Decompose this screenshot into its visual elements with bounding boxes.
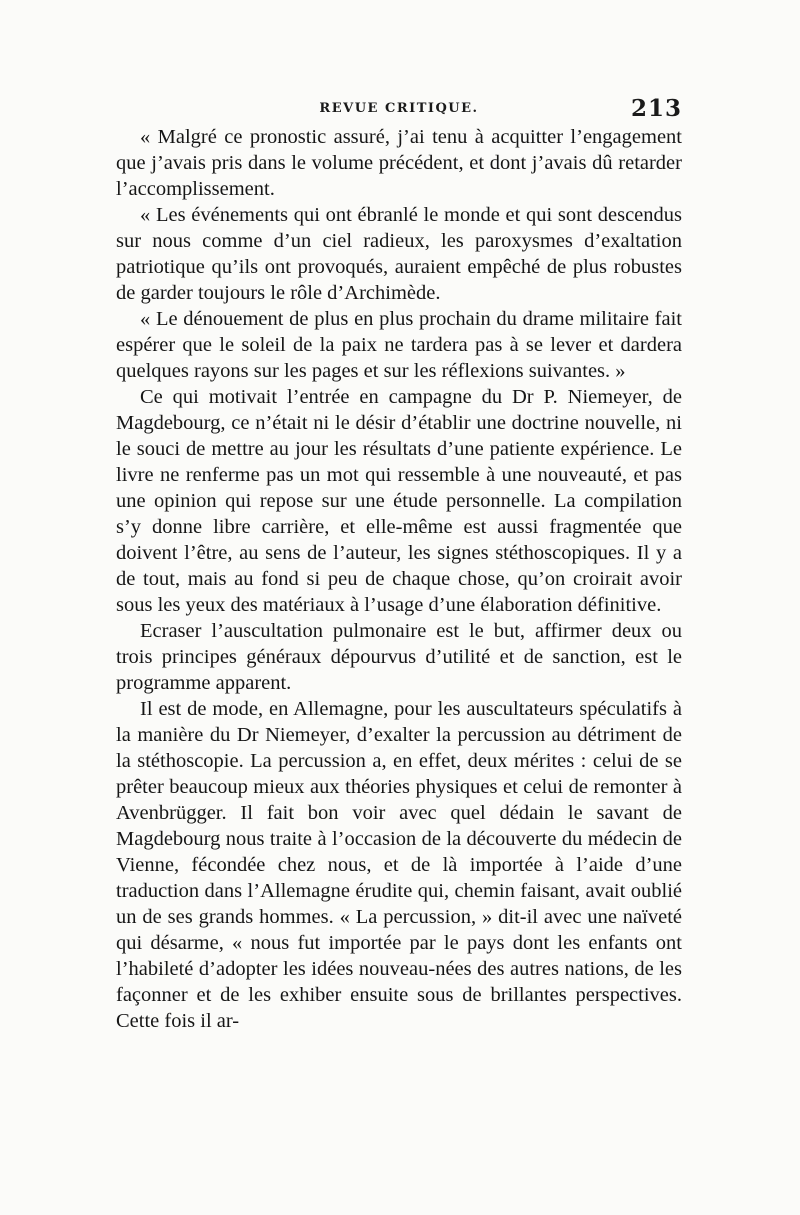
paragraph-quote-pronostic: « Malgré ce pronostic assuré, j’ai tenu à acquitter l’engagement que j’avais pris dans le volume précédent, et dont j’avais dû retarder l’accomplissement.	[116, 126, 682, 200]
page-number: 213	[630, 95, 682, 122]
running-head	[116, 95, 682, 123]
running-title: REVUE CRITIQUE.	[319, 101, 479, 116]
paragraph-niemeyer-campagne: Ce qui motivait l’entrée en campagne du Dr P. Niemeyer, de Magdebourg, ce n’était ni le désir d’établir une doctrine nouvelle, ni le souci de mettre au jour les résultats d’une patiente expérience. Le livre ne renferme pas un mot qui ressemble à une nouveauté, et pas une opinion qui repose sur une étude personnelle. La compilation s’y donne libre carrière, et elle-même est aussi fragmentée que doivent l’être, au sens de l’auteur, les signes stéthoscopiques. Il y a de tout, mais au fond si peu de chaque chose, qu’on croirait avoir sous les yeux des matériaux à l’usage d’une élaboration définitive.	[116, 386, 682, 616]
paragraph-ecraser-auscultation: Ecraser l’auscultation pulmonaire est le but, affirmer deux ou trois principes généraux dépourvus d’utilité et de sanction, est le programme apparent.	[116, 620, 682, 694]
paragraph-quote-evenements: « Les événements qui ont ébranlé le monde et qui sont descendus sur nous comme d’un ciel radieux, les paroxysmes d’exaltation patriotique qu’ils ont provoqués, auraient empêché de plus robustes de garder toujours le rôle d’Archimède.	[116, 204, 682, 304]
paragraph-quote-denouement: « Le dénouement de plus en plus prochain du drame militaire fait espérer que le soleil de la paix ne tardera pas à se lever et dardera quelques rayons sur les pages et sur les réflexions suivantes. »	[116, 308, 682, 382]
body-text	[116, 124, 682, 1034]
paragraph-percussion: Il est de mode, en Allemagne, pour les auscultateurs spéculatifs à la manière du Dr Niemeyer, d’exalter la percussion au détriment de la stéthoscopie. La percussion a, en effet, deux mérites : celui de se prêter beaucoup mieux aux théories physiques et celui de remonter à Avenbrügger. Il fait bon voir avec quel dédain le savant de Magdebourg nous traite à l’occasion de la découverte du médecin de Vienne, fécondée chez nous, et de là importée à l’aide d’une traduction dans l’Allemagne érudite qui, chemin faisant, avait oublié un de ses grands hommes. « La percussion, » dit-il avec une naïveté qui désarme, « nous fut importée par le pays dont les enfants ont l’habileté d’adopter les idées nouveau-nées des autres nations, de les façonner et de les exhiber ensuite sous de brillantes perspectives. Cette fois il ar-	[116, 698, 682, 1032]
